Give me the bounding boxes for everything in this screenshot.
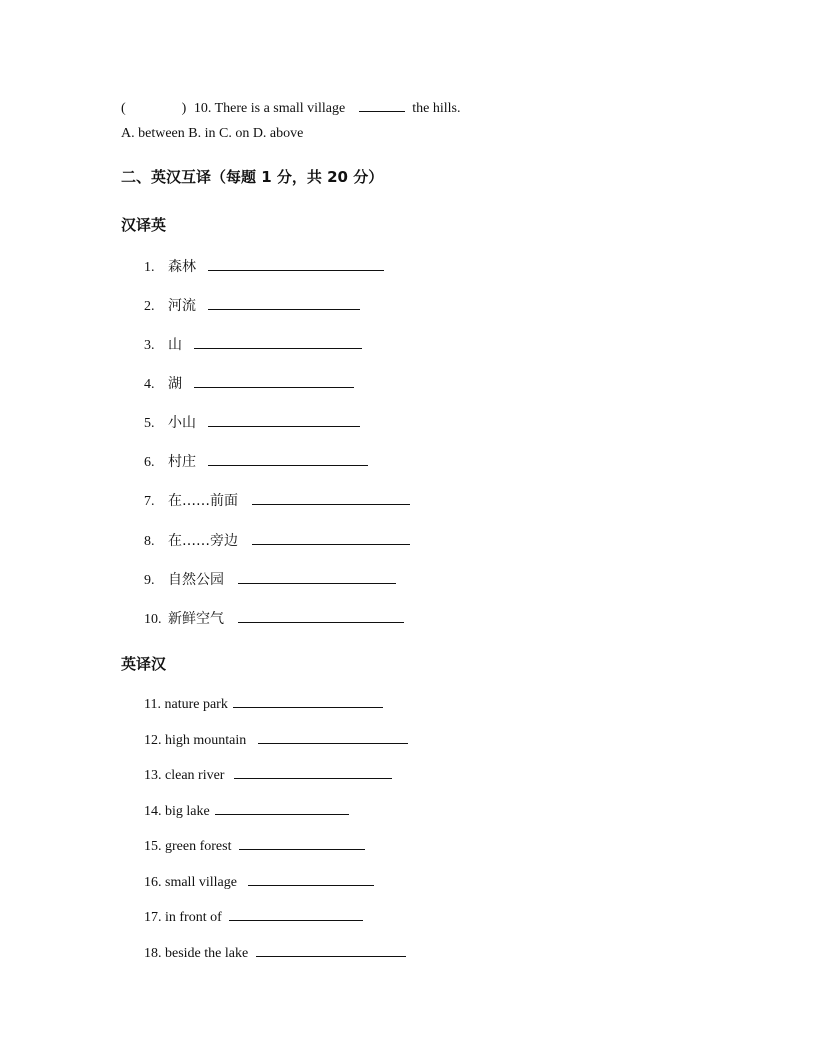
answer-blank[interactable] [238, 608, 404, 623]
question-text: 10. There is a small village [193, 101, 346, 116]
list-item [144, 871, 374, 892]
answer-blank[interactable] [252, 530, 410, 545]
list-item [144, 451, 368, 472]
answer-blank[interactable] [359, 97, 405, 112]
list-item [144, 373, 354, 394]
answer-blank[interactable] [258, 729, 408, 744]
item-number: 1. [144, 260, 155, 275]
item-text: 在……旁边 [168, 533, 238, 549]
list-item [144, 800, 349, 821]
answer-blank[interactable] [239, 835, 365, 850]
question-text-end: the hills. [412, 101, 461, 116]
item-text: 村庄 [168, 454, 196, 470]
answer-blank[interactable] [252, 490, 410, 505]
answer-blank[interactable] [194, 373, 354, 388]
item-text: 山 [168, 337, 182, 353]
item-text: 在……前面 [168, 493, 238, 509]
answer-blank[interactable] [233, 693, 383, 708]
list-item [144, 764, 392, 785]
list-item [144, 906, 363, 927]
answer-blank[interactable] [208, 256, 384, 271]
list-item [144, 256, 384, 277]
item-number: 7. [144, 494, 155, 509]
list-item [144, 530, 410, 551]
item-text: 11. nature park [144, 697, 228, 712]
answer-blank[interactable] [248, 871, 374, 886]
item-text: 14. big lake [144, 804, 210, 819]
item-number: 2. [144, 299, 155, 314]
item-text: 16. small village [144, 875, 237, 890]
answer-blank[interactable] [256, 942, 406, 957]
item-text: 森林 [168, 259, 196, 275]
answer-blank[interactable] [208, 412, 360, 427]
item-text: 自然公园 [168, 572, 224, 588]
list-item [144, 608, 404, 629]
item-text: 17. in front of [144, 910, 222, 925]
item-number: 9. [144, 573, 155, 588]
question-10-options: A. between B. in C. on D. above [121, 126, 304, 141]
item-text: 新鲜空气 [168, 611, 224, 627]
list-item [144, 334, 362, 355]
list-item [144, 942, 406, 963]
item-text: 15. green forest [144, 839, 232, 854]
item-number: 5. [144, 416, 155, 431]
paren-open: ( [121, 101, 126, 116]
answer-blank[interactable] [229, 906, 363, 921]
item-text: 湖 [168, 376, 182, 392]
item-text: 小山 [168, 415, 196, 431]
list-item [144, 490, 410, 511]
answer-blank[interactable] [194, 334, 362, 349]
answer-blank[interactable] [215, 800, 349, 815]
item-text: 18. beside the lake [144, 946, 249, 961]
paren-close: ) [181, 101, 187, 116]
item-number: 10. [144, 612, 162, 627]
item-number: 3. [144, 338, 155, 353]
item-number: 8. [144, 534, 155, 549]
list-item [144, 569, 396, 590]
item-number: 6. [144, 455, 155, 470]
question-10 [121, 97, 460, 118]
answer-blank[interactable] [208, 295, 360, 310]
list-item [144, 693, 383, 714]
cn-to-en-heading: 汉译英 [121, 216, 167, 234]
answer-blank[interactable] [208, 451, 368, 466]
answer-blank[interactable] [238, 569, 396, 584]
section-title: 二、英汉互译（每题 1 分，共 20 分） [121, 168, 384, 186]
list-item [144, 412, 360, 433]
item-text: 12. high mountain [144, 733, 247, 748]
list-item [144, 729, 408, 750]
en-to-cn-heading: 英译汉 [121, 655, 167, 673]
item-number: 4. [144, 377, 155, 392]
answer-blank[interactable] [234, 764, 392, 779]
list-item [144, 835, 365, 856]
item-text: 河流 [168, 298, 196, 314]
item-text: 13. clean river [144, 768, 225, 783]
list-item [144, 295, 360, 316]
